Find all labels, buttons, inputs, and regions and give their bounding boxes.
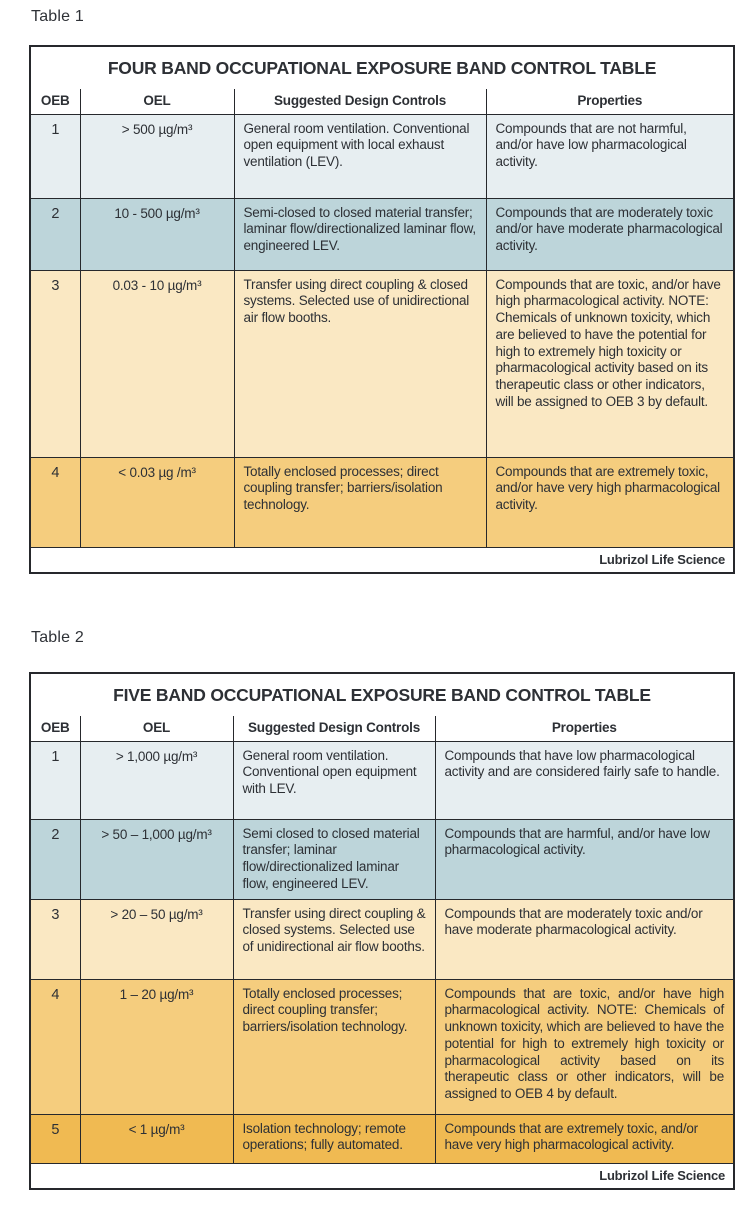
column-header-row: [30, 89, 734, 114]
oel-cell: > 50 – 1,000 µg/m³: [80, 819, 233, 899]
table-title-row: [30, 673, 734, 716]
oel-cell: 0.03 - 10 µg/m³: [80, 270, 234, 457]
four-band-oeb-table: [29, 45, 735, 574]
table-row-oeb4: [30, 457, 734, 547]
column-header-row: [30, 716, 734, 741]
controls-cell: Transfer using direct coupling & closed systems. Selected use of unidirectional air flow booths.: [234, 270, 486, 457]
controls-cell: General room ventilation. Conventional open equipment with local exhaust ventilation (LEV).: [234, 114, 486, 198]
col-header-controls: Suggested Design Controls: [233, 716, 435, 741]
oel-cell: > 20 – 50 µg/m³: [80, 899, 233, 979]
table-footer-row: [30, 547, 734, 573]
table-row-oeb4: [30, 979, 734, 1114]
table-footer-brand: Lubrizol Life Science: [30, 547, 734, 573]
oeb-cell: 2: [30, 819, 80, 899]
controls-cell: Isolation technology; remote operations; fully automated.: [233, 1114, 435, 1163]
oel-cell: > 1,000 µg/m³: [80, 741, 233, 819]
table2-label: Table 2: [31, 629, 84, 646]
table1-label: Table 1: [31, 8, 84, 25]
table-row-oeb3: [30, 270, 734, 457]
col-header-oeb: OEB: [30, 89, 80, 114]
table-title: FIVE BAND OCCUPATIONAL EXPOSURE BAND CONTROL TABLE: [30, 673, 734, 716]
controls-cell: Transfer using direct coupling & closed systems. Selected use of unidirectional air flow booths.: [233, 899, 435, 979]
oel-cell: > 500 µg/m³: [80, 114, 234, 198]
oel-cell: 10 - 500 µg/m³: [80, 198, 234, 270]
oeb-cell: 5: [30, 1114, 80, 1163]
col-header-properties: Properties: [486, 89, 734, 114]
properties-cell: Compounds that are moderately toxic and/or have moderate pharmacological activity.: [435, 899, 734, 979]
controls-cell: Semi closed to closed material transfer; laminar flow/directionalized laminar flow, engineered LEV.: [233, 819, 435, 899]
oeb-cell: 4: [30, 979, 80, 1114]
table-row-oeb2: [30, 819, 734, 899]
table-footer-row: [30, 1163, 734, 1189]
table-title: FOUR BAND OCCUPATIONAL EXPOSURE BAND CONTROL TABLE: [30, 46, 734, 89]
controls-cell: General room ventilation. Conventional open equipment with LEV.: [233, 741, 435, 819]
table-title-row: [30, 46, 734, 89]
oel-cell: < 0.03 µg /m³: [80, 457, 234, 547]
col-header-oel: OEL: [80, 716, 233, 741]
properties-cell: Compounds that are toxic, and/or have high pharmacological activity. NOTE: Chemicals of unknown toxicity, which are believed to have the potential for high to extremely high toxicity or pharmacological activity based on its therapeutic class or other indicators, will be assigned to OEB 3 by default.: [486, 270, 734, 457]
oel-cell: < 1 µg/m³: [80, 1114, 233, 1163]
oeb-cell: 4: [30, 457, 80, 547]
properties-cell: Compounds that have low pharmacological activity and are considered fairly safe to handle.: [435, 741, 734, 819]
table-row-oeb1: [30, 114, 734, 198]
oeb-cell: 1: [30, 741, 80, 819]
table-row-oeb1: [30, 741, 734, 819]
oeb-cell: 2: [30, 198, 80, 270]
col-header-properties: Properties: [435, 716, 734, 741]
properties-cell: Compounds that are harmful, and/or have low pharmacological activity.: [435, 819, 734, 899]
table-row-oeb5: [30, 1114, 734, 1163]
oel-cell: 1 – 20 µg/m³: [80, 979, 233, 1114]
properties-cell: Compounds that are extremely toxic, and/or have very high pharmacological activity.: [486, 457, 734, 547]
controls-cell: Totally enclosed processes; direct coupling transfer; barriers/isolation technology.: [233, 979, 435, 1114]
properties-cell: Compounds that are toxic, and/or have high pharmacological activity. NOTE: Chemicals of unknown toxicity, which are believed to have the potential for high to extremely high toxicity or pharmacological activity based on its therapeutic class or other indicators, will be assigned to OEB 4 by default.: [435, 979, 734, 1114]
col-header-controls: Suggested Design Controls: [234, 89, 486, 114]
table-row-oeb3: [30, 899, 734, 979]
col-header-oel: OEL: [80, 89, 234, 114]
table-footer-brand: Lubrizol Life Science: [30, 1163, 734, 1189]
table-row-oeb2: [30, 198, 734, 270]
properties-cell: Compounds that are moderately toxic and/or have moderate pharmacological activity.: [486, 198, 734, 270]
controls-cell: Totally enclosed processes; direct coupling transfer; barriers/isolation technology.: [234, 457, 486, 547]
controls-cell: Semi-closed to closed material transfer; laminar flow/directionalized laminar flow, engineered LEV.: [234, 198, 486, 270]
properties-cell: Compounds that are not harmful, and/or have low pharmacological activity.: [486, 114, 734, 198]
oeb-cell: 1: [30, 114, 80, 198]
five-band-oeb-table: [29, 672, 735, 1190]
properties-cell: Compounds that are extremely toxic, and/or have very high pharmacological activity.: [435, 1114, 734, 1163]
oeb-cell: 3: [30, 899, 80, 979]
oeb-cell: 3: [30, 270, 80, 457]
col-header-oeb: OEB: [30, 716, 80, 741]
